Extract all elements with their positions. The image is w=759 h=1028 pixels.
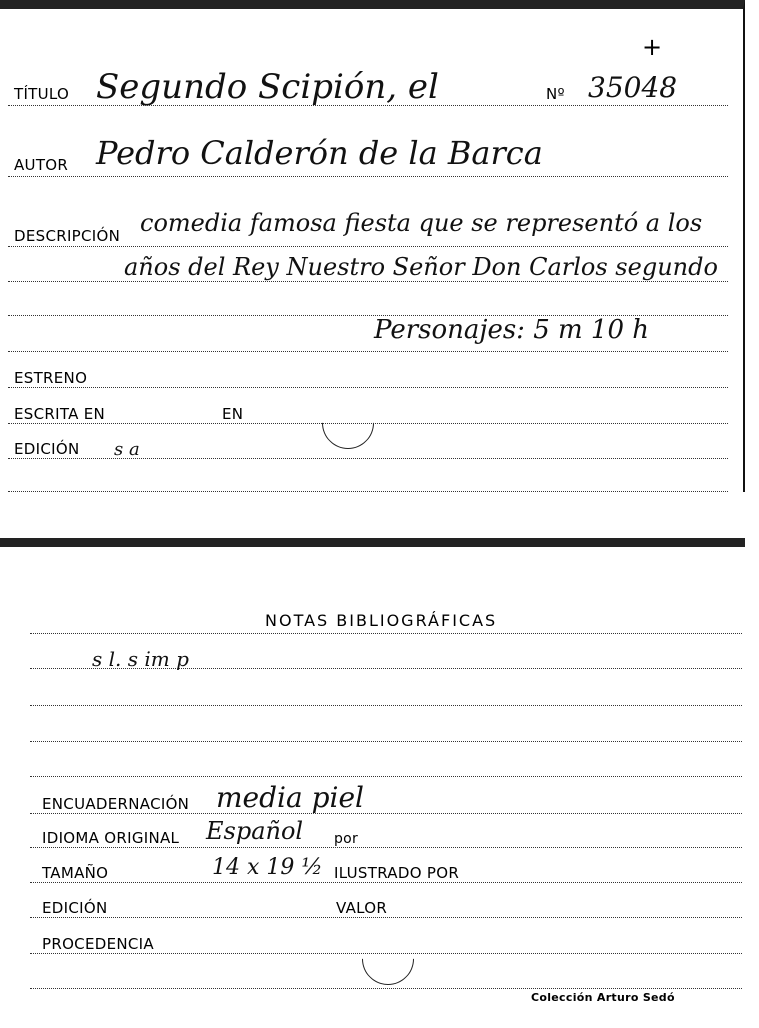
rule	[8, 458, 728, 459]
punch-hole	[351, 922, 425, 996]
valor-label: VALOR	[336, 899, 388, 917]
ilustrado-label: ILUSTRADO POR	[334, 864, 460, 882]
punch-hole	[311, 386, 385, 460]
rule	[30, 847, 742, 848]
rule	[8, 246, 728, 247]
rule	[30, 776, 742, 777]
rule	[30, 705, 742, 706]
catalog-card-front	[0, 0, 745, 492]
estreno-label: ESTRENO	[14, 369, 88, 387]
edicion-value: s a	[114, 439, 140, 460]
rule	[30, 668, 742, 669]
rule	[30, 988, 742, 989]
autor-label: AUTOR	[14, 156, 69, 174]
rule	[8, 351, 728, 352]
rule	[8, 105, 728, 106]
titulo-value: Segundo Scipión, el	[96, 67, 439, 107]
idioma-value: Español	[206, 817, 304, 845]
edicion-label: EDICIÓN	[42, 899, 108, 917]
tamano-value: 14 x 19 ½	[212, 855, 323, 880]
edicion-label: EDICIÓN	[14, 440, 80, 458]
plus-mark: +	[642, 33, 663, 61]
rule	[8, 281, 728, 282]
titulo-label: TÍTULO	[14, 85, 70, 103]
numero-label: Nº	[546, 85, 565, 103]
descripcion-line2: años del Rey Nuestro Señor Don Carlos segundo	[124, 253, 718, 281]
encuadernacion-label: ENCUADERNACIÓN	[42, 795, 190, 813]
catalog-card-back	[0, 538, 745, 1028]
rule	[30, 813, 742, 814]
rule	[30, 633, 742, 634]
notas-value: s l. s im p	[92, 647, 189, 671]
idioma-label: IDIOMA ORIGINAL	[42, 829, 180, 847]
por-label: por	[334, 831, 359, 847]
descripcion-label: DESCRIPCIÓN	[14, 227, 121, 245]
escrita-label: ESCRITA EN	[14, 405, 106, 423]
numero-value: 35048	[588, 71, 678, 104]
rule	[30, 741, 742, 742]
coleccion-footer: Colección Arturo Sedó	[531, 991, 675, 1004]
rule	[8, 387, 728, 388]
descripcion-line1: comedia famosa fiesta que se representó a los	[140, 209, 703, 237]
procedencia-label: PROCEDENCIA	[42, 935, 154, 953]
notas-heading: NOTAS BIBLIOGRÁFICAS	[265, 611, 498, 630]
personajes-value: Personajes: 5 m 10 h	[374, 315, 650, 345]
rule	[30, 882, 742, 883]
autor-value: Pedro Calderón de la Barca	[96, 134, 543, 172]
tamano-label: TAMAÑO	[42, 864, 109, 882]
en-label: EN	[222, 405, 244, 423]
rule	[8, 491, 728, 492]
rule	[8, 176, 728, 177]
rule	[30, 917, 742, 918]
encuadernacion-value: media piel	[216, 781, 364, 814]
